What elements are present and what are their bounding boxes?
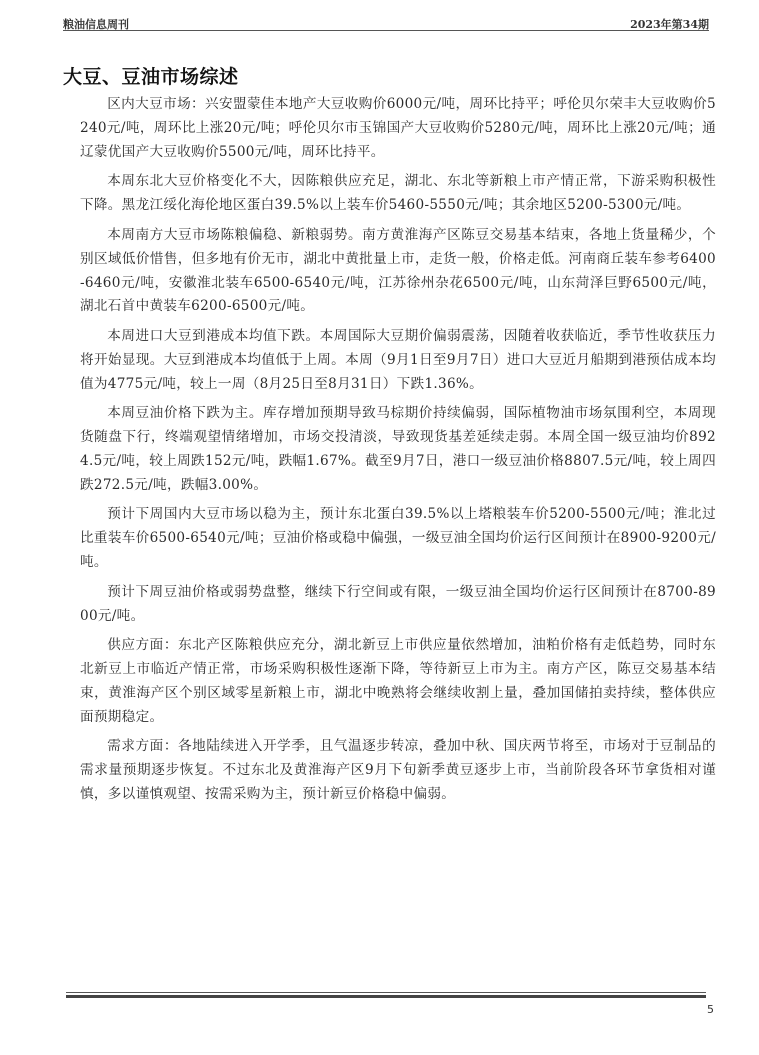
paragraph-northeast-soybean: 本周东北大豆价格变化不大，因陈粮供应充足，湖北、东北等新粮上市产情正常，下游采购积极性下降。黑龙江绥化海伦地区蛋白39.5%以上装车价5460-5550元/吨；其余地区5200-5300元/吨。: [80, 173, 716, 214]
footer-divider-thick: [66, 995, 706, 998]
paragraph-southern-soybean: 本周南方大豆市场陈粮偏稳、新粮弱势。南方黄淮海产区陈豆交易基本结束，各地上货量稀少，个别区域低价惜售，但多地有价无市，湖北中黄批量上市，走货一般，价格走低。河南商丘装车参考6400-6460元/吨，安徽淮北装车6500-6540元/吨，江苏徐州杂花6500元/吨，山东菏泽巨野6500元/吨，湖北石首中黄装车6200-6500元/吨。: [80, 226, 716, 315]
paragraph-imported-soybean: 本周进口大豆到港成本均值下跌。本周国际大豆期价偏弱震荡，因随着收获临近，季节性收获压力将开始显现。大豆到港成本均值低于上周。本周（9月1日至9月7日）进口大豆近月船期到港预估成本均值为4775元/吨，较上一周（8月25日至8月31日）下跌1.36%。: [80, 327, 716, 392]
paragraph-soybean-oil: 本周豆油价格下跌为主。库存增加预期导致马棕期价持续偏弱，国际植物油市场氛围利空，本周现货随盘下行，终端观望情绪增加，市场交投清淡，导致现货基差延续走弱。本周全国一级豆油均价8924.5元/吨，较上周跌152元/吨，跌幅1.67%。截至9月7日，港口一级豆油价格8807.5元/吨，较上周四跌272.5元/吨，跌幅3.00%。: [80, 405, 716, 493]
paragraph-supply: 供应方面：东北产区陈粮供应充分，湖北新豆上市供应量依然增加，油粕价格有走低趋势，同时东北新豆上市临近产情正常，市场采购积极性逐渐下降，等待新豆上市为主。南方产区，陈豆交易基本结束，黄淮海产区个别区域零星新粮上市，湖北中晚熟将会继续收割上量，叠加国储拍卖持续，整体供应面预期稳定。: [80, 637, 716, 725]
page-header: [63, 10, 709, 32]
page-number: 5: [707, 1003, 714, 1016]
header-divider: [63, 30, 709, 31]
paragraph-regional-soybean: 区内大豆市场：兴安盟蒙佳本地产大豆收购价6000元/吨，周环比持平；呼伦贝尔荣丰大豆收购价5240元/吨，周环比上涨20元/吨；呼伦贝尔市玉锦国产大豆收购价5280元/吨，周环比上涨20元/吨；通辽蒙优国产大豆收购价5500元/吨，周环比持平。: [80, 96, 716, 160]
paragraph-forecast-soybean: 预计下周国内大豆市场以稳为主，预计东北蛋白39.5%以上塔粮装车价5200-5500元/吨；淮北过比重装车价6500-6540元/吨；豆油价格或稳中偏强，一级豆油全国均价运行区间预计在8900-9200元/吨。: [80, 506, 716, 571]
paragraph-demand: 需求方面：各地陆续进入开学季，且气温逐步转凉，叠加中秋、国庆两节将至，市场对于豆制品的需求量预期逐步恢复。不过东北及黄淮海产区9月下旬新季黄豆逐步上市，当前阶段各环节拿货相对谨慎，多以谨慎观望、按需采购为主，预计新豆价格稳中偏弱。: [80, 738, 716, 803]
issue-number: 2023年第34期: [630, 18, 709, 31]
article-body: [80, 93, 716, 813]
section-title: 大豆、豆油市场综述: [63, 66, 239, 88]
publication-name: 粮油信息周刊: [63, 18, 129, 31]
footer-divider-thin: [66, 992, 706, 993]
paragraph-forecast-oil: 预计下周豆油价格或弱势盘整，继续下行空间或有限，一级豆油全国均价运行区间预计在8700-8900元/吨。: [80, 583, 716, 624]
